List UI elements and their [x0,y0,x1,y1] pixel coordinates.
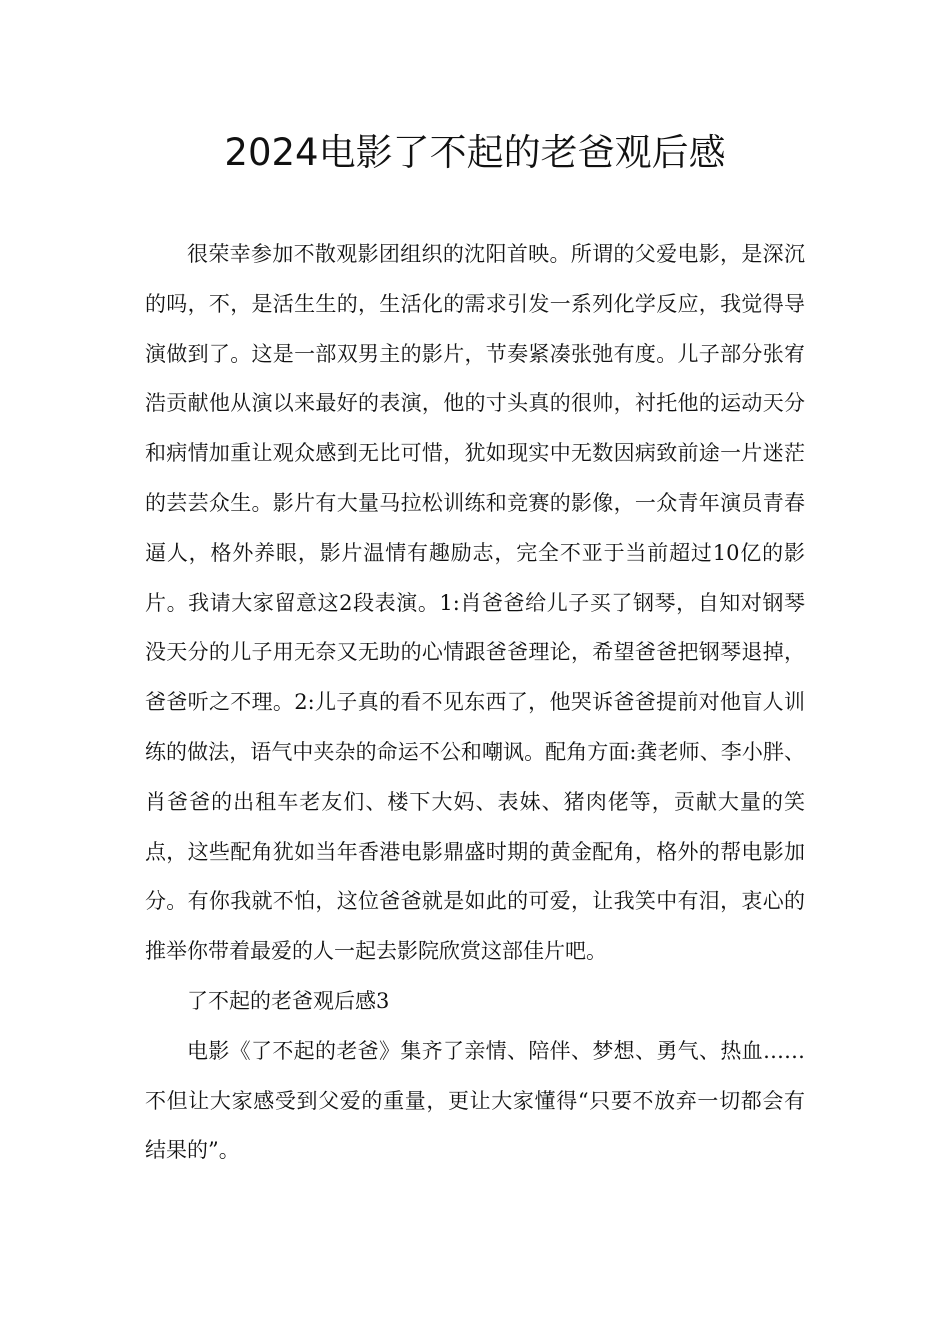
document-title: 2024电影了不起的老爸观后感 [224,131,726,174]
paragraph-review-3: 电影《了不起的老爸》集齐了亲情、陪伴、梦想、勇气、热血……不但让大家感受到父爱的重量，更让大家懂得“只要不放弃一切都会有结果的”。 [145,1038,805,1163]
paragraph-review-main: 很荣幸参加不散观影团组织的沈阳首映。所谓的父爱电影，是深沉的吗，不，是活生生的，生活化的需求引发一系列化学反应，我觉得导演做到了。这是一部双男主的影片，节奏紧凑张弛有度。儿子部分张宥浩贡献他从演以来最好的表演，他的寸头真的很帅，衬托他的运动天分和病情加重让观众感到无比可惜，犹如现实中无数因病致前途一片迷茫的芸芸众生。影片有大量马拉松训练和竞赛的影像，一众青年演员青春逼人，格外养眼，影片温情有趣励志，完全不亚于当前超过10亿的影片。我请大家留意这2段表演。1:肖爸爸给儿子买了钢琴，自知对钢琴没天分的儿子用无奈又无助的心情跟爸爸理论，希望爸爸把钢琴退掉，爸爸听之不理。2:儿子真的看不见东西了，他哭诉爸爸提前对他盲人训练的做法，语气中夹杂的命运不公和嘲讽。配角方面:龚老师、李小胖、肖爸爸的出租车老友们、楼下大妈、表妹、猪肉佬等，贡献大量的笑点，这些配角犹如当年香港电影鼎盛时期的黄金配角，格外的帮电影加分。有你我就不怕，这位爸爸就是如此的可爱，让我笑中有泪，衷心的推举你带着最爱的人一起去影院欣赏这部佳片吧。 [145,242,805,964]
document-body [145,230,805,1176]
section-heading: 了不起的老爸观后感3 [187,988,390,1013]
